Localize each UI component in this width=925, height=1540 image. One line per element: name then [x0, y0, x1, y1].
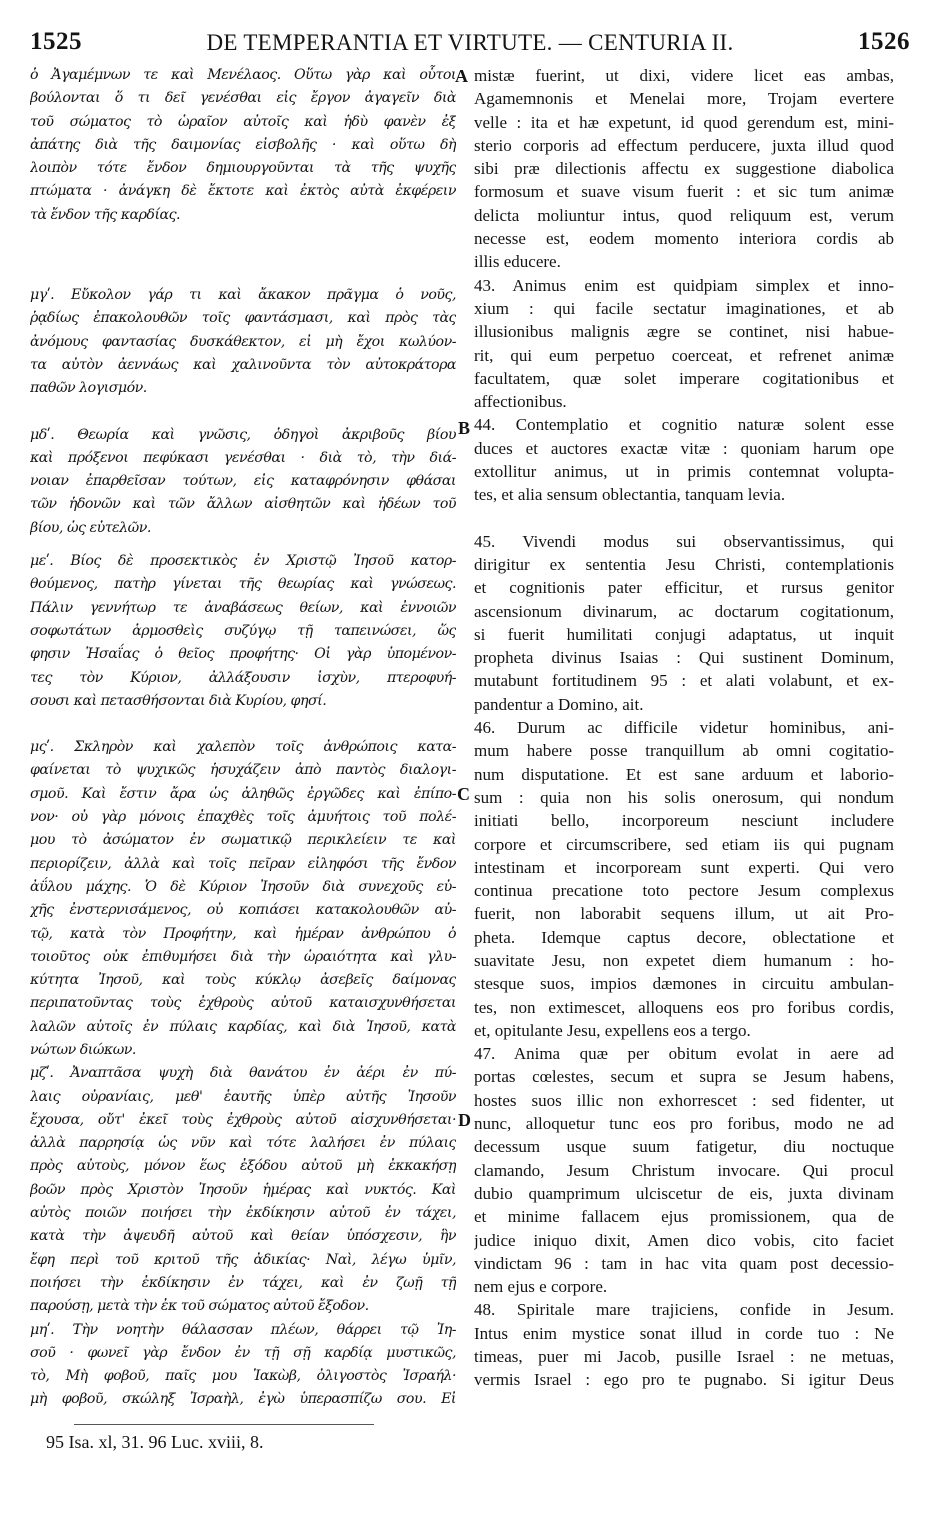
greek-line: παρούσῃ, μετὰ τὴν ἐκ τοῦ σώματος αὐτοῦ ἔξοδον. [30, 1298, 369, 1315]
latin-line: mistæ fuerint, ut dixi, videre licet eas ambas, [474, 66, 894, 85]
latin-line: rit, qui eum perpetuo coerceat, et refrenet animæ [474, 345, 894, 365]
greek-line: μηʹ. Τὴν νοητὴν θάλασσαν πλέων, θάρρει τῷ Ἰη- [30, 1321, 456, 1338]
greek-line: αὐτὸς ποιῶν ποιήσει τὴν ἐκδίκησιν αὐτοῦ ἐν τάχει, [30, 1205, 456, 1222]
latin-line: nem ejus e corpore. [474, 1277, 608, 1297]
greek-line: ἀΰλου μάχης. Ὁ δὲ Κύριον Ἰησοῦν διὰ συνεχοῦς εὐ- [30, 878, 456, 895]
margin-marker-b: B [458, 418, 471, 438]
latin-line: vermis Israel : ego pro te pugnabo. Si igitur Deus [474, 1370, 894, 1390]
latin-line: pandentur a Domino, ait. [474, 694, 644, 714]
greek-line: σοφωτάτων ἁρμοσθεὶς συζύγῳ τῇ ταπεινώσει, ὥς [30, 622, 456, 639]
latin-line: judice iniquo dixit, Amen dico vobis, cito faciet [474, 1230, 894, 1250]
latin-paragraph-47 [474, 1042, 894, 1298]
greek-line: τες τὸν Κύριον, ἀλλάξουσιν ἰσχὺν, πτεροφυή- [30, 669, 456, 686]
latin-paragraph-intro [474, 64, 894, 274]
greek-line: τῶν ἡδονῶν καὶ τῶν ἄλλων αἰσθητῶν καὶ ἡδέων τοῦ [30, 496, 456, 513]
latin-line: dubio quamprimum ulciscetur de eis, juxta divinam [474, 1183, 894, 1203]
greek-line: σοῦ · φωνεῖ γὰρ ἔνδον ἐν τῇ σῇ καρδίᾳ μυστικῶς, [30, 1344, 456, 1361]
latin-line: hostes suos illic non exhorrescet : sed fidenter, ut [474, 1090, 894, 1110]
latin-line: mutabunt fortitudinem 95 : et alati volabunt, et ex- [474, 671, 894, 691]
greek-paragraph-43 [30, 284, 456, 400]
latin-line: propheta divinus Isaias : Qui sustinent Dominum, [474, 648, 894, 668]
latin-line: illusionibus malignis ægre se continet, nisi habue- [474, 322, 894, 342]
greek-line: ῥᾳδίως ἐπακολουθῶν τοῖς φαντάσμασι, καὶ πρὸς τὰς [30, 310, 456, 327]
latin-line: et cognitionis pater efficitur, et rursus genitor [474, 578, 894, 598]
latin-line: et, opitulante Jesu, expellens eos a tergo. [474, 1020, 751, 1040]
latin-paragraph-45 [474, 530, 894, 716]
latin-line: velle : ita et hæ expetunt, id quod gerendum est, mini- [474, 112, 894, 132]
greek-line: λαις οὐρανίαις, μεθ' ἑαυτῆς ὑπὲρ αὐτῆς Ἰησοῦν [30, 1088, 456, 1105]
margin-marker-d: D [458, 1110, 471, 1130]
latin-line: tes, et alia sensum oblectantia, tanquam levia. [474, 485, 786, 505]
greek-line: κατὰ τὴν ἀψευδῆ αὐτοῦ καὶ θείαν ὑπόσχεσιν, ἣν [30, 1228, 456, 1245]
latin-line: illis educere. [474, 252, 561, 272]
latin-line: sterio corporis ad effectum perducere, juxta illud quod [474, 135, 894, 155]
latin-line: corpore et circumscribere, sed etiam iis qui pugnam [474, 834, 894, 854]
latin-line: 45. Vivendi modus sui observantissimus, qui [474, 531, 894, 551]
greek-line: λοιπὸν τότε ἔνδον δημιουργοῦνται τὰ τῆς ψυχῆς [30, 160, 456, 177]
latin-line: tes, non extimescet, alloquens eos pro foribus cordis, [474, 997, 894, 1017]
greek-line: τῷ, κατὰ τὸν Προφήτην, καὶ ἡμέραν ἀνθρώπου ὁ [30, 925, 456, 942]
greek-line: φαίνεται τὸ ψυχικῶς ἡσυχάζειν ἀπὸ παντὸς διαλογι- [30, 762, 456, 779]
page-header [30, 28, 910, 58]
latin-paragraph-48 [474, 1298, 894, 1391]
latin-line: delicta moliuntur intus, quod reliquum est, verum [474, 205, 894, 225]
latin-line: continua precatione toto pectore Jesum complexus [474, 881, 894, 901]
latin-paragraph-44 [474, 413, 894, 506]
latin-line: dirigitur ex sententia Jesu Christi, contemplationis [474, 554, 894, 574]
greek-line: λαλῶν αὐτοῖς ἐν πύλαις καρδίας, καὶ διὰ Ἰησοῦ, κατὰ [30, 1018, 456, 1035]
greek-paragraph-45 [30, 550, 456, 713]
latin-line: extollitur animus, ut in primis contemnat volupta- [474, 462, 894, 482]
latin-line: affectionibus. [474, 392, 567, 412]
greek-line: παθῶν λογισμόν. [30, 380, 147, 397]
greek-line: τα αὐτὸν ἀεννάως καὶ χαλινοῦντα τὸν αὐτοκράτορα [30, 356, 456, 373]
greek-line: μου τὸ ἀσώματον ἐν σωματικῷ περικλείειν τε καὶ [30, 832, 456, 849]
greek-line: ἔχουσα, οὔτ' ἐκεῖ τοὺς ἐχθροὺς αὐτοῦ αἰσχυνθήσεται· [30, 1111, 456, 1128]
latin-line: sibi præ dilectionis affectu ex suggestione diabolica [474, 159, 894, 179]
greek-line: βοῶν πρὸς Χριστὸν Ἰησοῦν ἡμέρας καὶ νυκτός. Καὶ [30, 1181, 456, 1198]
latin-line: intestinam et incorpoream sunt experti. Qui vero [474, 857, 894, 877]
greek-paragraph-44 [30, 424, 456, 540]
greek-line: ἀπάτης διὰ τῆς δαιμονίας εἰσβολῆς · καὶ οὕτω δὴ [30, 136, 456, 153]
greek-line: ποιήσει τὴν ἐκδίκησιν ἐν τάχει, καὶ ἐν ζωῇ τῇ [30, 1274, 456, 1291]
greek-line: μςʹ. Σκληρὸν καὶ χαλεπὸν τοῖς ἀνθρώποις κατα- [30, 739, 456, 756]
latin-line: suavitate Jesu, non expetet diem humanum : ho- [474, 950, 894, 970]
latin-line: vindictam 96 : tam in hac vita quam post decessio- [474, 1253, 894, 1273]
greek-line: σμοῦ. Καὶ ἔστιν ἄρα ὡς ἀληθῶς ἐργῶδες καὶ ἐπίπο- [30, 785, 456, 802]
greek-line: μδʹ. Θεωρία καὶ γνῶσις, ὁδηγοὶ ἀκριβοῦς βίου [30, 426, 456, 443]
greek-line: μζʹ. Ἀναπτᾶσα ψυχὴ διὰ θανάτου ἐν ἀέρι ἐν πύ- [30, 1065, 456, 1082]
greek-line: ἀλλὰ παρρησίᾳ ὡς νῦν καὶ τότε λαλήσει ἐν πύλαις [30, 1135, 456, 1152]
latin-line: mum habere posse tranquillum ab omni cogitatio- [474, 741, 894, 761]
footnote-divider [74, 1424, 374, 1425]
footnote: 95 Isa. xl, 31. 96 Luc. xviii, 8. [46, 1432, 264, 1452]
latin-line: 47. Anima quæ per obitum evolat in aere ad [474, 1044, 894, 1064]
latin-paragraph-43 [474, 274, 894, 414]
greek-line: περιπατοῦντας τοὺς ἐχθροὺς αὐτοῦ καταισχυνθήσεται [30, 995, 456, 1012]
latin-line: timeas, puer mi Jacob, pusille Israel : ne metuas, [474, 1347, 894, 1367]
greek-paragraph-intro [30, 64, 456, 227]
greek-line: πτώματα · ἀνάγκη δὲ ἔκτοτε καὶ ἐκτὸς αὐτὰ ἐκφέρειν [30, 183, 456, 200]
greek-line: τοιοῦτος οὐκ ἐπιθυμήσει διὰ τὴν ὡραιότητα καὶ γλυ- [30, 948, 456, 965]
latin-line: clamando, Jesum Christum invocare. Qui procul [474, 1160, 894, 1180]
greek-line: μγʹ. Εὔκολον γάρ τι καὶ ἄκακον πρᾶγμα ὁ νοῦς, [30, 287, 456, 304]
latin-line: formosum et suave visum fuerit : et sic tum animæ [474, 182, 894, 202]
latin-line: sum : quia non his solis onerosum, qui nondum [474, 787, 894, 807]
latin-line: fuerit, non laborabit sequens illum, ut ait Pro- [474, 904, 894, 924]
latin-line: 43. Animus enim est quidpiam simplex et inno- [474, 275, 894, 295]
greek-line: μεʹ. Βίος δὲ προσεκτικὸς ἐν Χριστῷ Ἰησοῦ κατορ- [30, 553, 456, 570]
greek-column [30, 64, 456, 1412]
greek-line: τὸ, Μὴ φοβοῦ, παῖς μου Ἰακὼβ, ὀλιγοστὸς Ἰσραήλ· [30, 1368, 456, 1385]
latin-line: pheta. Idemque captus decore, oblectatione et [474, 927, 894, 947]
greek-paragraph-47 [30, 1062, 456, 1318]
greek-line: νώτων διώκων. [30, 1041, 136, 1058]
running-title: DE TEMPERANTIA ET VIRTUTE. — CENTURIA II. [206, 30, 734, 55]
greek-line: ἀνόμους φαντασίας δυσκάθεκτον, εἰ μὴ ἔχοι κωλύον- [30, 333, 456, 350]
greek-paragraph-48 [30, 1319, 456, 1412]
greek-line: τοῦ σώματος τὸ ὡραῖον αὐτοῖς καὶ ἡδὺ φανὲν ἐξ [30, 113, 456, 130]
greek-line: νον· οὐ γὰρ μόνοις ἐπαχθὲς τοῖς ἀμυήτοις τοῦ πολέ- [30, 809, 456, 826]
greek-line: ἔφη περὶ τοῦ κριτοῦ τῆς ἀδικίας· Ναὶ, λέγω ὑμῖν, [30, 1251, 456, 1268]
page-number-right: 1526 [858, 28, 910, 55]
latin-line: duces et auctores exactæ vitæ : quoniam harum ope [474, 438, 894, 458]
greek-line: νοιαν ἐπαρθεῖσαν τούτων, εἰς καταφρόνησιν φθάσαι [30, 473, 456, 490]
latin-line: nunc, alloquetur tunc eos pro foribus, modo ne ad [474, 1114, 894, 1134]
greek-line: Πάλιν γεννήτωρ τε ἀναβάσεως θείων, καὶ ἐννοιῶν [30, 599, 456, 616]
latin-line: Intus enim mystice sonat illud in corde tuo : Ne [474, 1323, 894, 1343]
latin-paragraph-46 [474, 716, 894, 1042]
greek-line: μὴ φοβοῦ, σκώληξ Ἰσραὴλ, ἐγὼ ὑπερασπίζω σου. Εἰ [30, 1391, 456, 1408]
margin-marker-a: A [455, 66, 468, 86]
latin-line: ascensionum divinarum, ac doctarum cogitationum, [474, 601, 894, 621]
greek-line: βούλονται ὅ τι δεῖ γενέσθαι εἰς ἔργον ἀγαγεῖν διὰ [30, 90, 456, 107]
latin-line: 48. Spiritale mare trajiciens, confide in Jesum. [474, 1300, 894, 1320]
greek-line: ὁ Ἀγαμέμνων τε καὶ Μενέλαος. Οὕτω γὰρ καὶ οὗτοι [30, 67, 456, 83]
latin-line: 46. Durum ac difficile videtur hominibus, ani- [474, 718, 894, 738]
greek-paragraph-46 [30, 736, 456, 1062]
latin-line: initiati bello, incorporeum nesciunt includere [474, 811, 894, 831]
greek-line: θούμενος, πατὴρ γίνεται τῆς θεωρίας καὶ γνώσεως. [30, 576, 456, 593]
greek-line: περιορίζειν, ἀλλὰ καὶ τοῖς πεῖραν εἰληφόσι τῆς ἔνδον [30, 855, 456, 872]
latin-line: 44. Contemplatio et cognitio naturæ solent esse [474, 415, 894, 435]
greek-line: βίου, ὡς εὐτελῶν. [30, 519, 151, 536]
latin-line: Agamemnonis et Menelai more, Trojam evertere [474, 89, 894, 109]
greek-line: πρὸς αὐτοὺς, μόνον ἕως ἐξόδου αὐτοῦ μὴ ἐκκακήσῃ [30, 1158, 456, 1175]
latin-line: decessum usque suum fatigetur, diu noctuque [474, 1137, 894, 1157]
greek-line: χῆς ἐνστερνισάμενος, οὐ κοπιάσει κατακολουθῶν αὐ- [30, 902, 456, 919]
greek-line: καὶ πρόξενοι πεφύκασι γενέσθαι · διὰ τὸ, τὴν διά- [30, 449, 456, 466]
greek-line: τὰ ἔνδον τῆς καρδίας. [30, 206, 181, 223]
greek-line: φησιν Ἡσαΐας ὁ θεῖος προφήτης· Οἱ γὰρ ὑπομένον- [30, 646, 456, 663]
margin-marker-c: C [457, 784, 470, 804]
greek-line: σουσι καὶ πετασθήσονται διὰ Κυρίου, φησί. [30, 692, 327, 709]
latin-line: et minime fallacem ejus promissionem, qua de [474, 1207, 894, 1227]
latin-line: portas cœlestes, secum et supra se Jesum habens, [474, 1067, 894, 1087]
latin-line: si fuerit humilitati conjugi adaptatus, ut inquit [474, 624, 894, 644]
page-number-left: 1525 [30, 28, 82, 55]
latin-line: stesque suos, impios dæmones in circuitu ambulan- [474, 974, 894, 994]
latin-column [474, 64, 894, 1392]
latin-line: necesse est, eodem momento interiora cordis ab [474, 229, 894, 249]
latin-line: facultatem, quæ solet imperare cogitationibus et [474, 368, 894, 388]
latin-line: num disputatione. Et est sane arduum et laborio- [474, 764, 894, 784]
greek-line: κύτητα Ἰησοῦ, καὶ τοὺς κύκλῳ ἀσεβεῖς δαίμονας [30, 972, 456, 989]
latin-line: xium : qui facile sectatur imaginationes, et ab [474, 298, 894, 318]
